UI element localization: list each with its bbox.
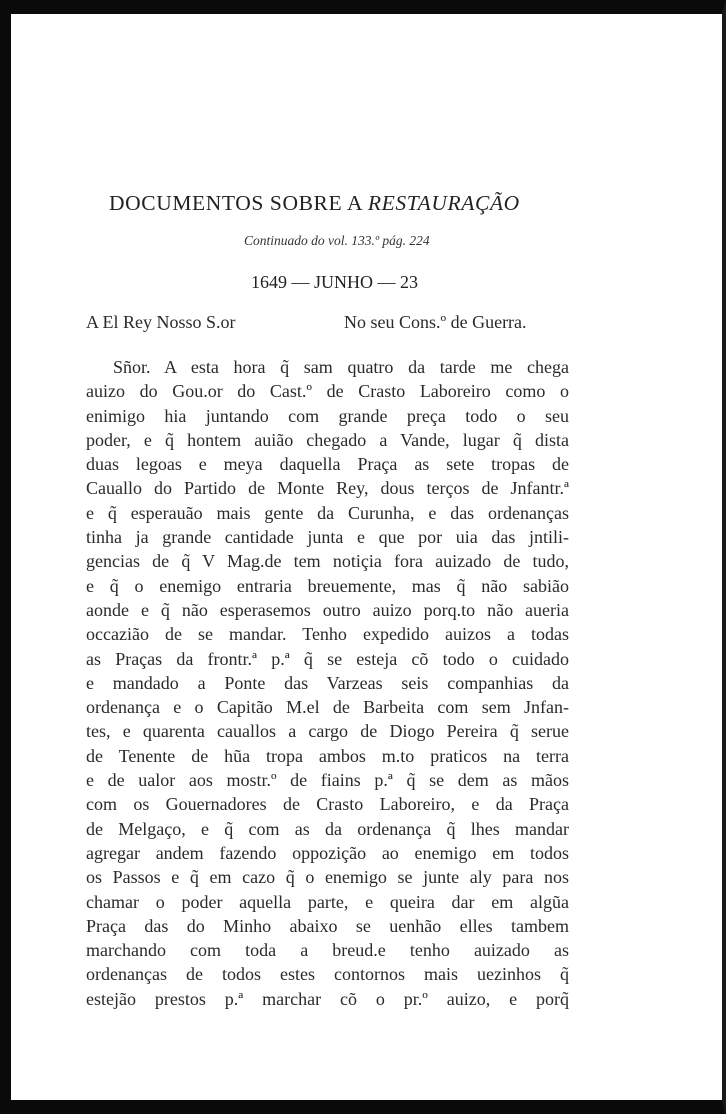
page-title (109, 191, 520, 216)
body-line: e mandado a Ponte das Varzeas seis companhias da (86, 672, 569, 693)
body-line: e q̃ o enemigo entraria breuemente, mas q̃ não sabião (86, 575, 569, 596)
body-line: estejão prestos p.ª marchar cõ o pr.º auizo, e porq̃ (86, 988, 569, 1009)
body-line: marchando com toda a breud.e tenho auizado as (86, 940, 569, 961)
body-line: chamar o poder aquella parte, e queira dar em algũa (86, 891, 569, 912)
body-line: aonde e q̃ não esperasemos outro auizo porq.to não aueria (86, 599, 569, 620)
body-line: e de ualor aos mostr.º de fiains p.ª q̃ se dem as mãos (86, 770, 569, 791)
body-line: de Melgaço, e q̃ com as da ordenança q̃ lhes mandar (86, 818, 569, 839)
letter-body (86, 355, 569, 1011)
body-line: Cauallo do Partido de Monte Rey, dous terços de Jnfantr.ª (86, 478, 569, 499)
body-line: enimigo hia juntando com grande preça todo o seu (86, 405, 569, 426)
body-line: occazião de se mandar. Tenho expedido auizos a todas (86, 624, 569, 645)
title-plain: DOCUMENTOS SOBRE A (109, 191, 368, 215)
body-line: agregar andem fazendo oppozição ao enemigo em todos (86, 842, 569, 863)
body-line: de Tenente de hũa tropa ambos m.to praticos na terra (86, 745, 569, 766)
body-line: auizo do Gou.or do Cast.º de Crasto Laboreiro como o (86, 381, 569, 402)
body-line: os Passos e q̃ em cazo q̃ o enemigo se junte aly para nos (86, 867, 569, 888)
addressee: A El Rey Nosso S.or (86, 312, 236, 332)
body-line: ordenanças de todos estes contornos mais uezinhos q̃ (86, 964, 569, 985)
body-line: Praça das do Minho abaixo se uenhão elles tambem (86, 915, 569, 936)
body-line: Sñor. A esta hora q̃ sam quatro da tarde me chega (113, 357, 569, 377)
title-italic: RESTAURAÇÃO (367, 191, 520, 215)
dateline: 1649 — JUNHO — 23 (251, 272, 419, 292)
body-line: as Praças da frontr.ª p.ª q̃ se esteja cõ todo o cuidado (86, 648, 569, 669)
body-line: poder, e q̃ hontem auião chegado a Vande, lugar q̃ dista (86, 429, 569, 450)
continuation-note: Continuado do vol. 133.º pág. 224 (244, 233, 430, 248)
body-line: e q̃ esperauão mais gente da Curunha, e das ordenanças (86, 502, 569, 523)
body-line: tinha ja grande cantidade junta e que por uia das jntili- (86, 527, 569, 548)
body-line: duas legoas e meya daquella Praça as sete tropas de (86, 454, 569, 475)
body-line: ordenança e o Capitão M.el de Barbeita com sem Jnfan- (86, 697, 569, 718)
body-line: tes, e quarenta cauallos a cargo de Diogo Pereira q̃ serue (86, 721, 569, 742)
body-line: com os Gouernadores de Crasto Laboreiro, e da Praça (86, 794, 569, 815)
recipient: No seu Cons.º de Guerra. (344, 312, 527, 332)
body-line: gencias de q̃ V Mag.de tem notiçia fora auizado de tudo, (86, 551, 569, 572)
